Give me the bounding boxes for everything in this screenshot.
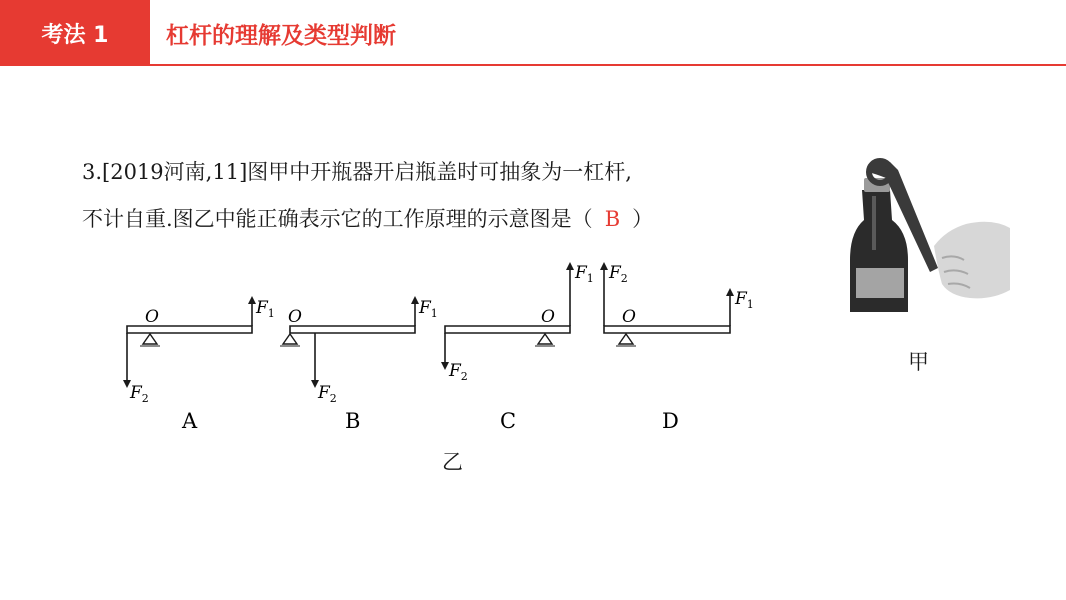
option-label-c: C [500,409,517,433]
fulcrum-d [619,334,633,344]
diagram-d [604,263,754,433]
force2-label-a: $F_2$ [130,383,149,405]
photo-caption: 甲 [908,350,929,374]
question-line-1: 3.[2019河南,11]图甲中开瓶器开启瓶盖时可抽象为一杠杆, [82,160,632,184]
force2-label-d: $F_2$ [609,263,628,285]
lever-bar-c [445,326,570,333]
bottle-opener-photo [842,150,1010,312]
option-label-d: D [662,409,679,433]
pivot-label-c: O [541,307,555,327]
answer-text: B [604,207,621,231]
force1-label-d: $F_1$ [735,289,754,311]
diagram-a [127,298,275,433]
lever-bar-d [604,326,730,333]
force2-label-c: $F_2$ [449,361,468,383]
force1-label-a: $F_1$ [256,298,275,320]
pivot-label-d: O [622,307,636,327]
fulcrum-c [538,334,552,344]
question-line-2-prefix: 不计自重.图乙中能正确表示它的工作原理的示意图是（ [82,207,593,231]
pivot-label-a: O [145,307,159,327]
diagram-caption: 乙 [442,450,463,474]
lever-bar-a [127,326,252,333]
diagram-b [280,298,438,433]
force2-label-b: $F_2$ [318,383,337,405]
force1-label-b: $F_1$ [419,298,438,320]
force1-label-c: $F_1$ [575,263,594,285]
lever-bar-b [290,326,415,333]
fulcrum-a [143,334,157,344]
section-title: 杠杆的理解及类型判断 [166,22,396,49]
question-line-2-suffix: ） [632,207,654,231]
bottle-label [856,268,904,298]
diagram-c [445,263,594,433]
pivot-label-b: O [288,307,302,327]
fulcrum-b [283,334,297,344]
option-label-b: B [345,409,361,433]
option-label-a: A [182,409,198,433]
method-tag: 考法 1 [0,0,150,66]
